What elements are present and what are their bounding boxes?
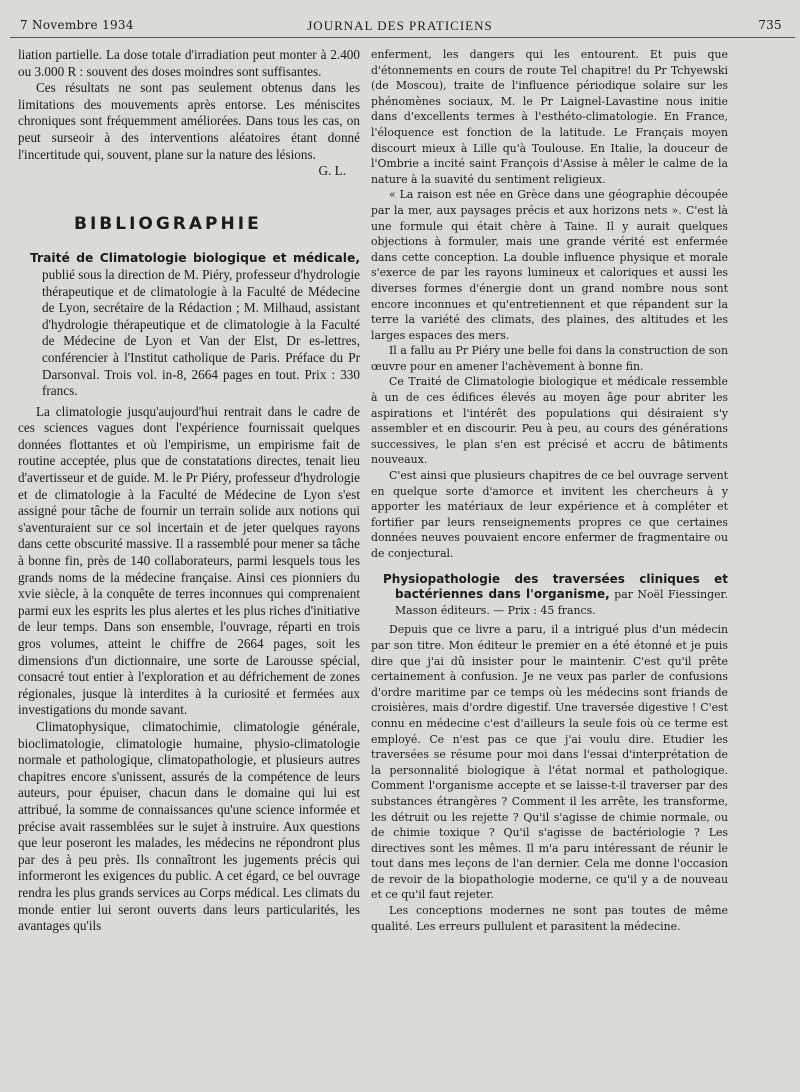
page-number: 735 — [758, 18, 782, 32]
book-title: Physiopathologie des traversées cliniques et bactériennes dans l'organisme, — [383, 571, 728, 602]
section-heading: BIBLIOGRAPHIE — [74, 213, 262, 234]
author-initials: G. L. — [318, 163, 346, 179]
right-column — [371, 47, 728, 1087]
paragraph: Ce Traité de Climatologie biologique et médicale ressemble à un de ces édifices élevés au moyen âge pour abriter les aspirations et l'intérêt des populations qui désiraient s'y assembler et en discourir. Peu à peu, au cours des générations successives, le plan s'en est précisé et accru de bâtiments nouveaux. — [371, 375, 728, 467]
book-details: publié sous la direction de M. Piéry, professeur d'hydrologie thérapeutique et de climatologie à la Faculté de Médecine de Lyon, secrétaire de la Rédaction ; M. Milhaud, assistant d'hydrologie thérapeutique et de climatologie à la Faculté de Médecine de Lyon et Van der Elst, Dr es-lettres, conférencier à l'Institut catholique de Paris. Préface du Pr Darsonval. Trois vol. in-8, 2664 pages en tout. Prix : 330 francs. — [42, 266, 360, 399]
paragraph: Les conceptions modernes ne sont pas toutes de même qualité. Les erreurs pullulent et parasitent la médecine. — [371, 904, 728, 933]
book-entry — [30, 250, 360, 399]
paragraph: Ces résultats ne sont pas seulement obtenus dans les limitations des mouvements après entorse. Les méniscites chroniques sont fréquemment améliorées. Dans tous les cas, on peut surseoir à des interventions aléatoires étant donné l'incertitude qui, souvent, plane sur la nature des lésions. — [18, 80, 360, 162]
book-title: Traité de Climatologie biologique et médicale, — [30, 251, 360, 266]
paragraph: liation partielle. La dose totale d'irradiation peut monter à 2.400 ou 3.000 R : souvent des doses moindres sont suffisantes. — [18, 47, 360, 79]
left-column — [18, 47, 360, 1087]
book-details: par Noël Fiessinger. Masson éditeurs. — Prix : 45 francs. — [395, 588, 728, 617]
paragraph: Depuis que ce livre a paru, il a intrigué plus d'un médecin par son titre. Mon éditeur le premier en a été étonné et je puis dire que j'ai dû insister pour le maintenir. C'est qu'il prête certainement à confusion. Je ne veux pas parler de confusions d'ordre maritime par ce temps où les médecins sont friands de croisières, mais d'ordre digestif. Une traversée digestive ! C'est connu en médecine c'est d'ailleurs la seule fois où ce terme est employé. Ce n'est pas ce que j'ai voulu dire. Etudier les traversées se résume pour moi dans l'essai d'interprétation de la personnalité biologique à l'état normal et pathologique. Comment l'organisme accepte et se laisse-t-il traverser par des substances étrangères ? Comment il les arrête, les transforme, les détruit ou les rejette ? Qu'il s'agisse de chimie normale, ou de chimie toxique ? Qu'il s'agisse de bactériologie ? Les directives sont les mêmes. Il m'a paru intéressant de réunir le tout dans mes leçons de l'an dernier. Cela me donne l'occasion de revoir de la biopathologie moderne, ce qu'il y a de nouveau et ce qu'il faut rejeter. — [371, 623, 728, 902]
paragraph: Il a fallu au Pr Piéry une belle foi dans la construction de son œuvre pour en amener l'achèvement à bonne fin. — [371, 344, 728, 373]
journal-title: JOURNAL DES PRATICIENS — [307, 18, 493, 33]
paragraph: Climatophysique, climatochimie, climatologie générale, bioclimatologie, climatologie humaine, physio-climatologie normale et pathologique, climatopathologie, et plusieurs autres chapitres encore s'unissent, assurés de la compétence de leurs auteurs, pour épuiser, chacun dans le domaine qui lui est attribué, la somme de connaissances qu'une science informée et précise avait rassemblées sur le sujet à instruire. Aux questions que leur poseront les malades, les médecins ne répondront plus par des à peu près. Ils connaîtront les jugements précis qui informeront les exigences du public. A cet égard, ce bel ouvrage rendra les plus grands services au Corps médical. Les climats du monde entier lui seront ouverts dans leurs particularités, les avantages qu'ils — [18, 718, 360, 934]
paragraph: La climatologie jusqu'aujourd'hui rentrait dans le cadre de ces sciences vagues dont l'expérience fournissait quelques données flottantes et où l'empirisme, un empirisme fait de routine acceptée, plus que de constatations directes, tenait lieu d'avertisseur et de guide. M. le Pr Piéry, professeur d'hydrologie et de climatologie à la Faculté de Médecine de Lyon s'est assigné pour tâche de fournir un terrain solide aux notions qui s'aventuraient sur ce sol incertain et de jeter quelques rayons dans cette obscurité massive. Il a rassemblé pour mener sa tâche à bonne fin, près de 140 collaborateurs, parmi lesquels tous les grands noms de la médecine française. Ainsi ces pionniers du xvie siècle, à la conquête de terres inconnues qui comprenaient parmi eux les esprits les plus alertes et les plus riches d'initiative de leur temps. Dans son ensemble, l'ouvrage, réparti en trois gros volumes, atteint le chiffre de 2664 pages, soit les dimensions d'un dictionnaire, une sorte de Larousse spécial, consacré tout entier à l'exploration et au défrichement de zones régionales, jusque là interdites à la curiosité et fermées aux investigations du monde savant. — [18, 403, 360, 718]
paragraph: enferment, les dangers qui les entourent. Et puis que d'étonnements en cours de route Tel chapitre! du Pr Tchyewski (de Moscou), traite de l'influence périodique solaire sur les phénomènes sociaux, M. le Pr Laignel-Lavastine nous initie dans d'excellents termes à l'esthéto-climatologie. En France, l'éloquence est fonction de la latitude. Le Français moyen discourt mieux à Lille qu'à Toulouse. En Italie, la douceur de l'Ombrie a incité saint François d'Assise à mêler le calme de la nature à la suavité du sentiment religieux. — [371, 48, 728, 186]
running-header — [0, 12, 800, 36]
paragraph: « La raison est née en Grèce dans une géographie découpée par la mer, aux paysages précis et aux horizons nets ». C'est là une formule qui était chère à Taine. Il y aurait quelques objections à formuler, mais une grande vérité est enfermée dans cette conception. La double influence physique et morale s'exerce de par les rayons lumineux et caloriques et aussi les diverses formes d'énergie dont un grand nombre nous sont encore inconnues et qu'entretiennent et que répandent sur la terre la variété des climats, des plaines, des altitudes et les larges espaces des mers. — [371, 188, 728, 342]
book-entry — [383, 572, 728, 619]
header-rule — [10, 37, 795, 38]
paragraph: C'est ainsi que plusieurs chapitres de ce bel ouvrage servent en quelque sorte d'amorce et invitent les chercheurs à y apporter les matériaux de leur expérience et à compléter et fortifier par leurs renseignements propres ce que certaines données neuves pouvaient encore enfermer de fragmentaire ou de conjectural. — [371, 469, 728, 560]
issue-date: 7 Novembre 1934 — [20, 18, 134, 32]
